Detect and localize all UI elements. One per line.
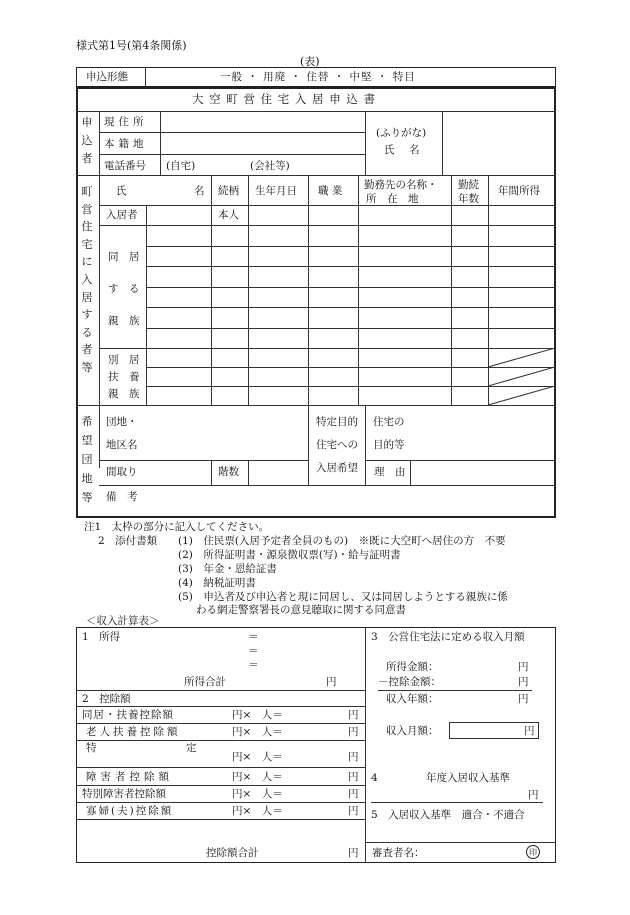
col-name-2: 名 — [194, 185, 205, 197]
deduction-yen-4: 円 — [348, 771, 359, 783]
front-side-label: (表) — [300, 55, 320, 68]
deduction-rate-1: 円× 人＝ — [232, 709, 283, 721]
separate-label-2: 扶 養 — [108, 371, 140, 383]
phone-work-label: (会社等) — [250, 160, 290, 172]
cohabiting-label-3: 親 族 — [108, 315, 140, 327]
application-type-label: 申込形態 — [86, 71, 128, 83]
separate-label-3: 親 族 — [108, 388, 140, 400]
deduction-row-4: 障害者控除額 — [86, 771, 173, 783]
phone-label: 電話番号 — [104, 160, 146, 172]
col-name-1: 氏 — [116, 185, 127, 197]
income-total-label: 所得合計 — [184, 676, 226, 688]
col-birthdate: 生年月日 — [255, 185, 297, 197]
deduction-total-label: 控除額合計 — [206, 847, 259, 859]
annual-income-label: 収入年額： — [386, 693, 439, 705]
residents-section-label: 町 営 住 宅 に 入 居 す る 者 等 — [81, 185, 93, 374]
standard-result[interactable]: 5 入居収入基準 適合・不適合 — [371, 809, 525, 821]
special-reason-label-1: 住宅の — [373, 416, 405, 428]
deduction-row-2: 老人扶養控除額 — [86, 726, 181, 738]
floor-count-field[interactable] — [249, 461, 307, 484]
special-purpose-3: 入居希望 — [316, 462, 358, 474]
special-purpose-1: 特定目的 — [316, 416, 358, 428]
deduction-rate-5: 円× 人＝ — [232, 788, 283, 800]
deduction-row-3: 特 — [86, 742, 97, 754]
applicant-section-label: 申 込 者 — [81, 116, 93, 165]
minus-deduction-yen: 円 — [518, 676, 529, 688]
deduction-rate-2: 円× 人＝ — [232, 726, 283, 738]
note-item-5-cont: わる網走警察署長の意見聴取に関する同意書 — [196, 604, 406, 616]
deduction-row-3-tail: 定 — [186, 742, 197, 754]
special-reason-label-2: 目的等 — [373, 439, 405, 451]
col-annual-income: 年間所得 — [498, 185, 540, 197]
reason-label: 理 由 — [374, 466, 406, 478]
standard-label: 4 — [371, 772, 378, 784]
applicant-name-field[interactable] — [443, 112, 554, 174]
complex-name-label-1: 団地・ — [106, 416, 138, 428]
income-amount-yen: 円 — [518, 661, 529, 673]
floor-count-label: 階数 — [218, 466, 239, 478]
cohabiting-label-2: す る — [108, 283, 140, 295]
income-eq-3: ＝ — [248, 659, 259, 671]
current-address-label: 現住所 — [104, 116, 148, 128]
income-label: 1 所得 — [82, 631, 121, 643]
application-type-options[interactable]: 一般 ・ 用廃 ・ 住替 ・ 中堅 ・ 特目 — [220, 71, 416, 83]
deduction-row-1: 同居・扶養控除額 — [82, 709, 174, 721]
separate-label-1: 別 居 — [108, 354, 140, 366]
remarks-label: 備 考 — [106, 491, 138, 503]
registered-domicile-label: 本籍地 — [104, 138, 148, 150]
monthly-income-title: 3 公営住宅法に定める収入月額 — [371, 631, 525, 643]
furigana-label: (ふりがな) — [376, 127, 427, 139]
deduction-total-yen: 円 — [348, 847, 359, 859]
special-purpose-2: 住宅への — [316, 439, 358, 451]
phone-home-label: (自宅) — [166, 160, 196, 172]
col-years-2: 年数 — [458, 193, 479, 205]
floor-plan-field[interactable] — [150, 461, 210, 484]
standard-text: 年度入居収入基準 — [426, 772, 510, 784]
deduction-yen-5: 円 — [348, 788, 359, 800]
seal-icon: 印 — [526, 845, 540, 859]
deduction-rate-3: 円× 人＝ — [232, 751, 283, 763]
complex-name-label-2: 地区名 — [106, 439, 138, 451]
income-calc-table — [76, 627, 556, 863]
desired-section-label: 希 望 団 地 等 — [81, 415, 93, 504]
income-amount-label: 所得金額： — [386, 661, 439, 673]
note-item-2: (2) 所得証明書・源泉徴収票(写)・給与証明書 — [178, 549, 401, 561]
deduction-rate-6: 円× 人＝ — [232, 805, 283, 817]
registered-domicile-field[interactable] — [161, 133, 364, 153]
deduction-yen-1: 円 — [348, 709, 359, 721]
col-relation: 続柄 — [218, 185, 239, 197]
applicant-name-label: 氏 名 — [384, 144, 422, 156]
col-employer-2: 所 在 地 — [366, 193, 419, 205]
floor-plan-label: 間取り — [106, 466, 138, 478]
income-strike-lines — [488, 348, 555, 405]
deduction-row-6: 寡婦(夫)控除額 — [86, 805, 174, 817]
note-item-5: (5) 申込者及び申込者と現に同居し、又は同居しようとする親族に係 — [178, 591, 508, 603]
col-years-1: 勤続 — [458, 179, 479, 191]
deduction-rate-4: 円× 人＝ — [232, 771, 283, 783]
deduction-row-5: 特別障害者控除額 — [82, 788, 166, 800]
deduction-yen-2: 円 — [348, 726, 359, 738]
note-item-1: (1) 住民票(入居予定者全員のもの) ※既に大空町へ居住の方 不要 — [178, 535, 506, 547]
minus-deduction-label: －控除金額： — [378, 676, 441, 688]
form-title: 大 空 町 営 住 宅 入 居 申 込 書 — [192, 92, 377, 106]
deduction-yen-6: 円 — [348, 805, 359, 817]
income-eq-2: ＝ — [248, 645, 259, 657]
monthly-income-yen: 円 — [524, 725, 535, 737]
deduction-yen-3: 円 — [348, 751, 359, 763]
income-eq-1: ＝ — [248, 631, 259, 643]
row-self-relation: 本人 — [218, 209, 239, 221]
note-item-3: (3) 年金・恩給証書 — [178, 563, 277, 575]
note-item-4: (4) 納税証明書 — [178, 577, 256, 589]
row-resident-label: 入居者 — [106, 209, 138, 221]
note-2-head: 2 添付書類 — [98, 535, 158, 547]
calc-heading: ＜収入計算表＞ — [86, 615, 160, 627]
annual-income-yen: 円 — [518, 693, 529, 705]
examiner-label: 審査者名： — [372, 847, 425, 859]
deduction-label: 2 控除額 — [82, 693, 131, 705]
monthly-income-label: 収入月額： — [386, 725, 439, 737]
form-number: 様式第1号(第4条関係) — [76, 39, 187, 52]
remarks-field[interactable] — [150, 486, 554, 516]
cohabiting-label-1: 同 居 — [108, 251, 140, 263]
current-address-field[interactable] — [161, 112, 364, 131]
income-total-yen: 円 — [326, 676, 337, 688]
complex-name-field[interactable] — [150, 406, 308, 460]
note-1: 注1 太枠の部分に記入してください。 — [84, 521, 270, 533]
col-occupation: 職 業 — [318, 185, 343, 197]
standard-yen: 円 — [528, 789, 539, 801]
col-employer-1: 勤務先の名称・ — [364, 179, 438, 191]
